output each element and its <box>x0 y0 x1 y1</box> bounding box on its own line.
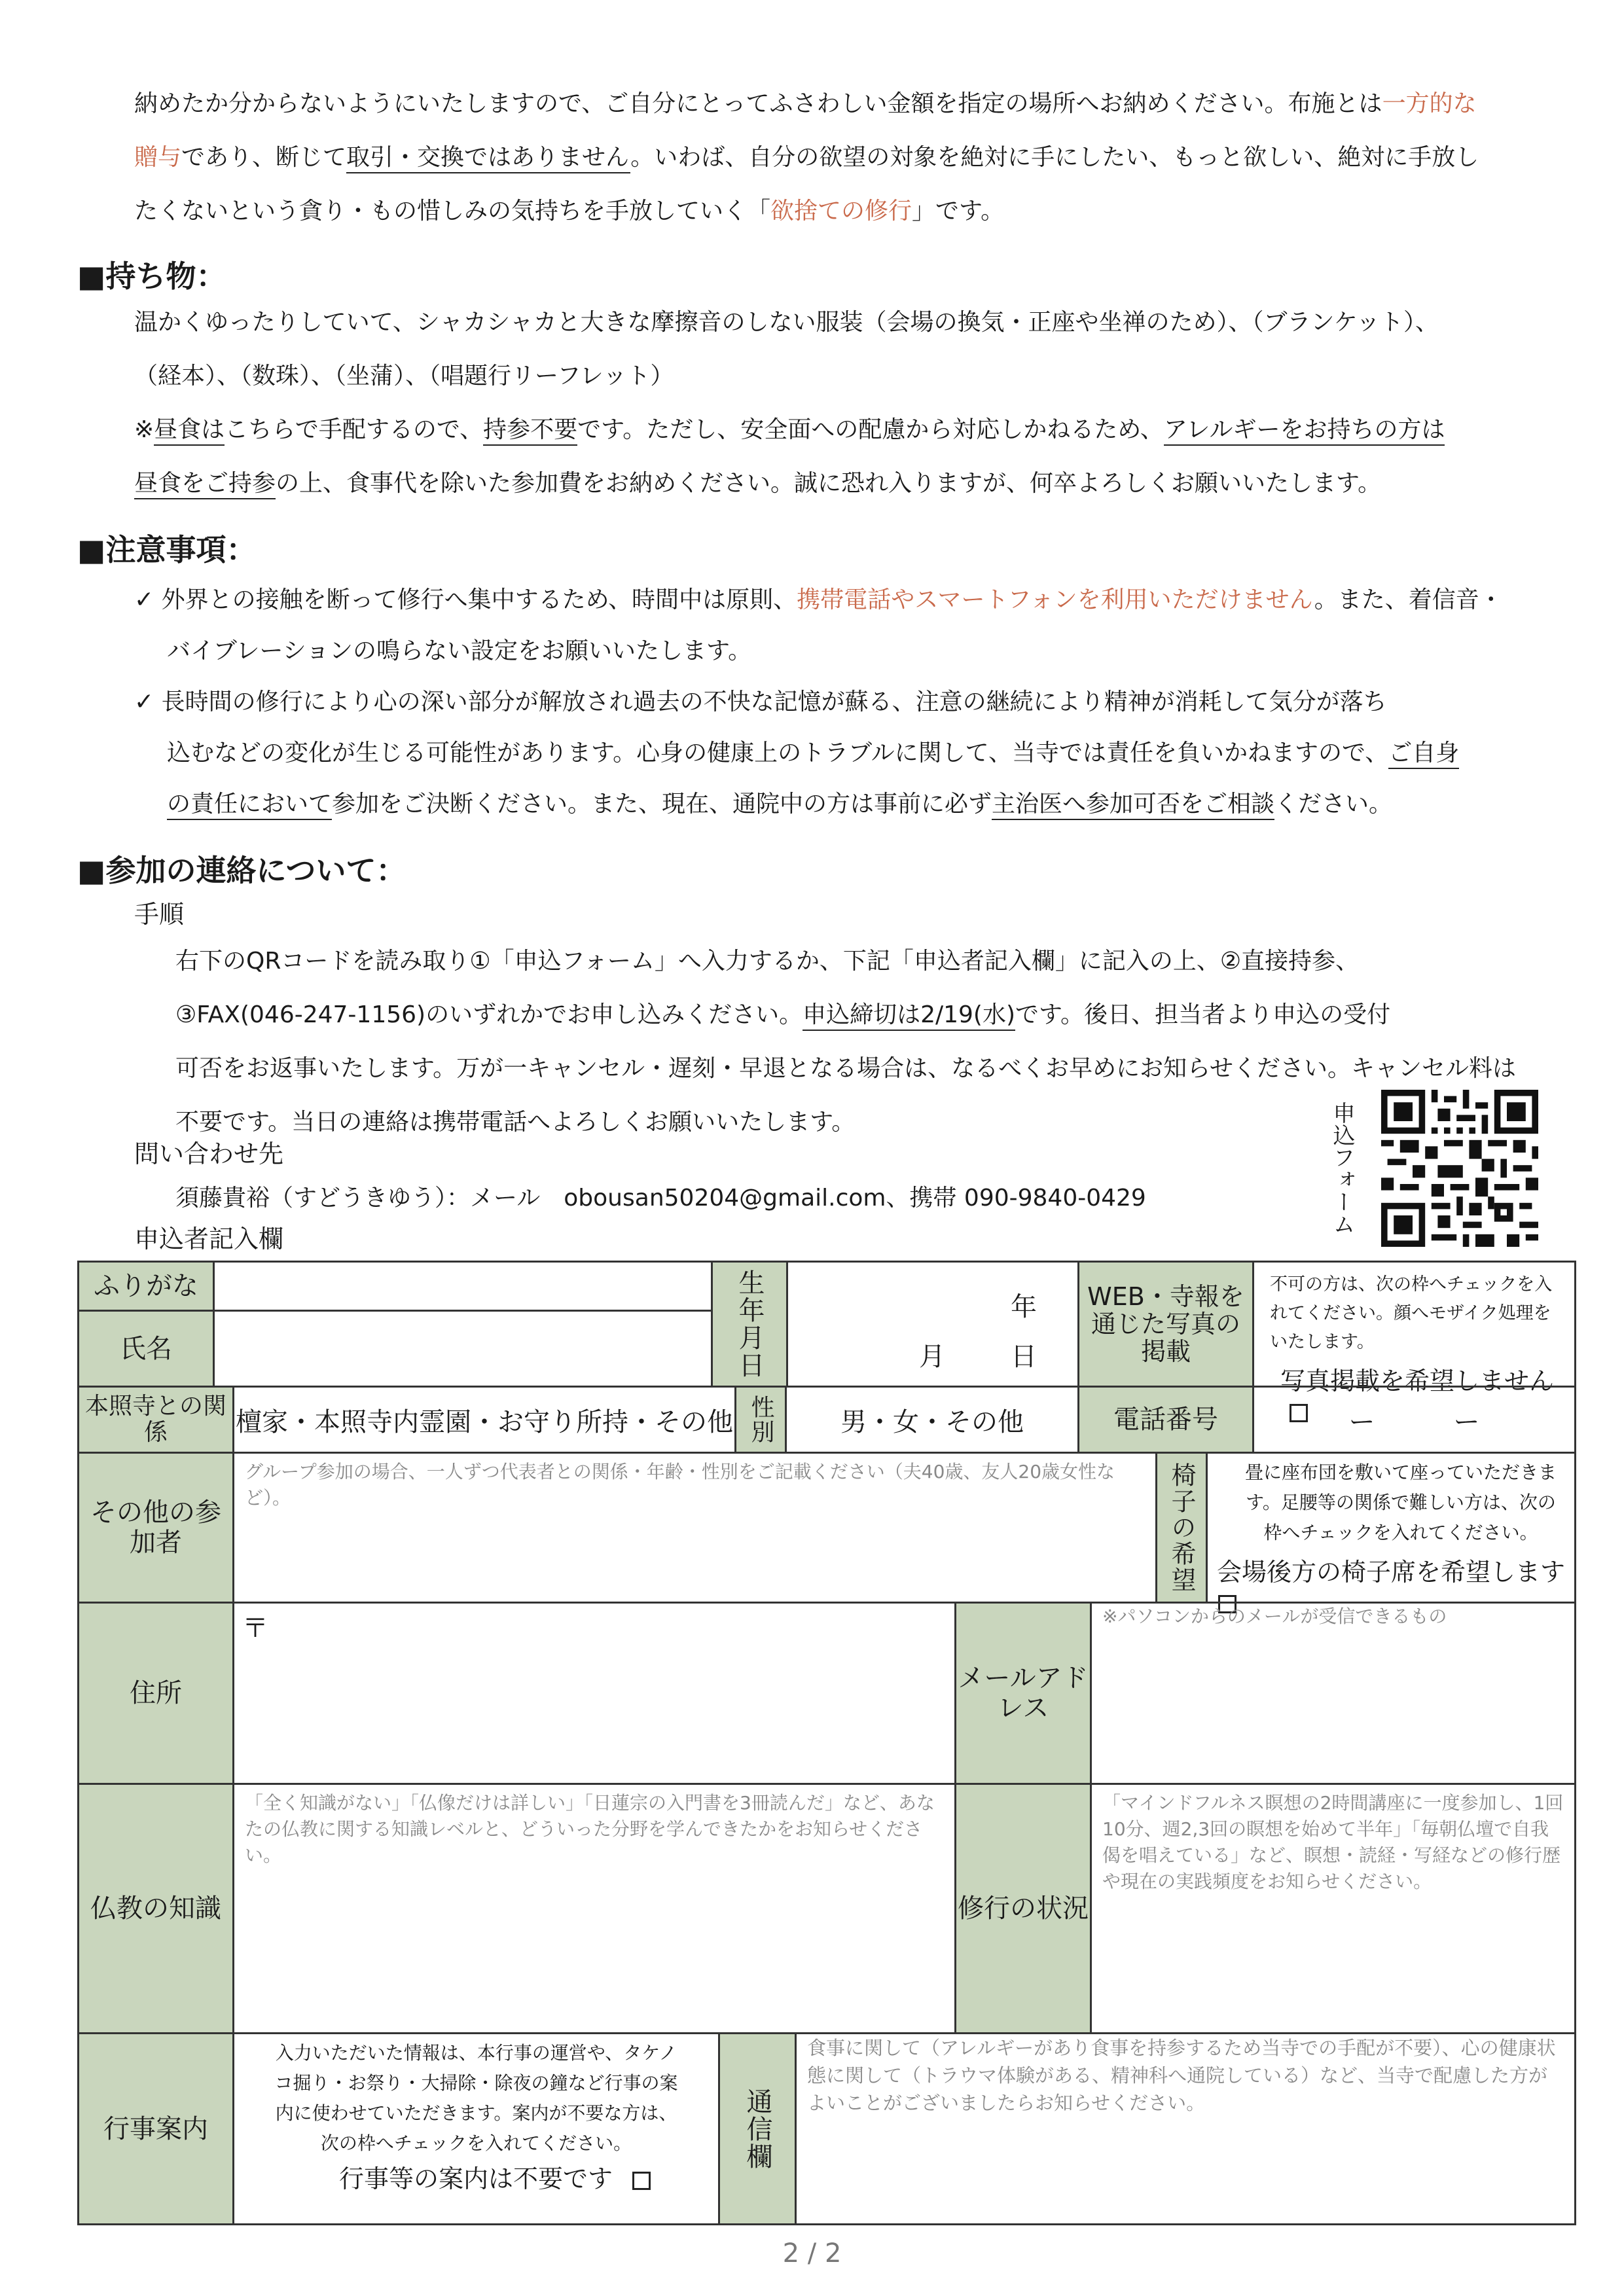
note-text: 参加をご決断ください。また、現在、通院中の方は事前に必ず <box>332 791 992 817</box>
year-label: 年 <box>1011 1292 1037 1322</box>
chair-label-text: 椅子の希望 <box>1167 1462 1196 1593</box>
qr-label: 申込フォーム <box>1329 1102 1355 1235</box>
check-icon: ✓ <box>134 586 154 613</box>
items-text: こちらで手配するので、 <box>225 416 484 443</box>
phone-label: 電話番号 <box>1077 1386 1254 1454</box>
photo-label: WEB・寺報を通じた写真の掲載 <box>1077 1261 1254 1388</box>
deadline-text: 申込締切は2/19(水) <box>803 1001 1015 1031</box>
chair-label <box>1155 1452 1208 1604</box>
comm-input[interactable] <box>795 2032 1576 2225</box>
sex-options[interactable]: 男・女・その他 <box>785 1386 1079 1454</box>
others-hint: グループ参加の場合、一人ずつ代表者との関係・年齢・性別をご記載ください（夫40歳、友人20歳女性など）。 <box>245 1461 1115 1509</box>
note-text: 込むなどの変化が生じる可能性があります。心身の健康上のトラブルに関して、当寺では責任を負いかねますので、 <box>167 740 1389 766</box>
mail-input[interactable] <box>1090 1602 1576 1785</box>
chair-option-label: 会場後方の椅子席を希望します <box>1217 1558 1566 1587</box>
event-cell <box>232 2032 720 2225</box>
others-label: その他の参加者 <box>77 1452 234 1604</box>
items-text: ※ <box>134 416 154 443</box>
items-line: 温かくゆったりしていて、シャカシャカと大きな摩擦音のしない服装（会場の換気・正座や坐禅のため）、（ブランケット）、 <box>134 309 1439 336</box>
relation-options[interactable]: 檀家・本照寺内霊園・お守り所持・その他 <box>232 1386 736 1454</box>
inquiry-text[interactable]: 須藤貴裕（すどうきゆう）：メール obousan50204@gmail.com、携帯 090-9840-0429 <box>175 1185 1146 1211</box>
items-text: の上、食事代を除いた参加費をお納めください。誠に恐れ入りますが、何卒よろしくお願いいたします。 <box>276 470 1382 497</box>
sex-label <box>734 1386 787 1454</box>
furigana-label: ふりがな <box>77 1261 215 1312</box>
intro-text: 。いわば、自分の欲望の対象を絶対に手にしたい、もっと欲しい、絶対に手放し <box>630 144 1479 171</box>
procedure-title: 手順 <box>134 900 185 929</box>
phone-input[interactable]: ー ー <box>1252 1386 1576 1454</box>
address-input[interactable] <box>232 1602 956 1785</box>
note-text: 外界との接触を断って修行へ集中するため、時間中は原則、 <box>161 586 797 613</box>
procedure-line: 右下のQRコードを読み取り①「申込フォーム」へ入力するか、下記「申込者記入欄」に記入の上、②直接持参、 <box>175 948 1360 975</box>
intro-text: 」です。 <box>912 198 1005 224</box>
postal-mark: 〒 <box>242 1613 268 1643</box>
procedure-text <box>175 935 1517 1149</box>
underlined-text: 昼食をご持参 <box>134 470 276 499</box>
check-icon: ✓ <box>134 689 154 715</box>
practice-label: 修行の状況 <box>954 1783 1092 2034</box>
buddhism-hint: 「全く知識がない」「仏像だけは詳しい」「日蓮宗の入門書を3冊読んだ」など、あなたの仏教に関する知識レベルと、どういった分野を学んできたかをお知らせください。 <box>245 1792 935 1866</box>
event-option-label: 行事等の案内は不要です <box>339 2164 613 2193</box>
items-text: です。ただし、安全面への配慮から対応しかねるため、 <box>577 416 1164 443</box>
procedure-line: 可否をお返事いたします。万が一キャンセル・遅刻・早退となる場合は、なるべくお早めにお知らせください。キャンセル料は <box>175 1055 1517 1082</box>
underlined-text: の責任において <box>167 791 332 820</box>
photo-note: 不可の方は、次の枠へチェックを入れてください。顔へモザイク処理をいたします。 <box>1270 1274 1553 1352</box>
sex-label-text: 性別 <box>748 1395 774 1444</box>
underlined-text: 持参不要 <box>483 416 577 446</box>
comm-hint: 食事に関して（アレルギーがあり食事を持参するため当寺での手配が不要）、心の健康状態に関して（トラウマ体験がある、精神科へ通院している）など、当寺で配慮した方がよいことがございましたらお知らせください。 <box>807 2037 1556 2114</box>
buddhism-input[interactable] <box>232 1783 956 2034</box>
practice-hint: 「マインドフルネス瞑想の2時間講座に一度参加し、1回10分、週2,3回の瞑想を始めて半年」「毎朝仏壇で自我偈を唱えている」など、瞑想・読経・写経などの修行歴や現在の実践頻度をお知らせください。 <box>1102 1792 1564 1892</box>
form-title: 申込者記入欄 <box>134 1225 284 1253</box>
procedure-line: です。後日、担当者より申込の受付 <box>1015 1001 1391 1028</box>
intro-paragraph <box>134 77 1542 238</box>
intro-text: 納めたか分からないようにいたしますので、ご自分にとってふさわしい金額を指定の場所へお納めください。布施とは <box>134 90 1382 117</box>
chair-cell <box>1206 1452 1576 1604</box>
furigana-input[interactable] <box>213 1261 713 1312</box>
procedure-line: ③FAX(046-247-1156)のいずれかでお申し込みください。 <box>175 1001 803 1028</box>
day-label: 日 <box>1011 1342 1037 1372</box>
items-line: （経本）、（数珠）、（坐蒲）、（唱題行リーフレット） <box>134 363 674 389</box>
event-label: 行事案内 <box>77 2032 234 2225</box>
note-text: バイブレーションの鳴らない設定をお願いいたします。 <box>167 637 752 664</box>
comm-label-text: 通信欄 <box>742 2087 772 2170</box>
underlined-text: 主治医へ参加可否をご相談 <box>992 791 1274 820</box>
birth-label-text: 生年月日 <box>734 1269 765 1379</box>
address-label: 住所 <box>77 1602 234 1785</box>
birth-input[interactable] <box>786 1261 1079 1388</box>
note-text: ください。 <box>1274 791 1393 817</box>
event-option[interactable] <box>234 2159 718 2195</box>
chair-note: 畳に座布団を敷いて座っていただきます。足腰等の関係で難しい方は、次の枠へチェックを入れてください。 <box>1244 1462 1557 1543</box>
month-label: 月 <box>919 1342 945 1372</box>
comm-label <box>718 2032 797 2225</box>
procedure-line: 不要です。当日の連絡は携帯電話へよろしくお願いいたします。 <box>175 1109 856 1136</box>
buddhism-label: 仏教の知識 <box>77 1783 234 2034</box>
relation-label: 本照寺との関係 <box>77 1386 234 1454</box>
underlined-text: ご自身 <box>1388 740 1459 769</box>
page-number: 2 / 2 <box>782 2238 842 2269</box>
inquiry-title: 問い合わせ先 <box>134 1139 284 1168</box>
underlined-text: 取引・交換ではありません <box>346 144 630 173</box>
name-label: 氏名 <box>77 1310 215 1388</box>
underlined-text: 昼食は <box>154 416 225 446</box>
birth-label <box>711 1261 788 1388</box>
qr-code-icon[interactable] <box>1381 1090 1538 1247</box>
notes-list <box>134 575 1574 830</box>
mail-label: メールアドレス <box>954 1602 1092 1785</box>
note-text: 長時間の修行により心の深い部分が解放され過去の不快な記憶が蘇る、注意の継続により精神が消耗して気分が落ち <box>161 689 1387 715</box>
items-heading: ■持ち物： <box>77 259 226 294</box>
photo-option-label: 写真掲載を希望しません <box>1280 1367 1555 1395</box>
highlight-text: 欲捨ての修行 <box>770 198 912 224</box>
event-note: 入力いただいた情報は、本行事の運営や、タケノコ掘り・お祭り・大掃除・除夜の鐘など行事の案内に使わせていただきます。案内が不要な方は、次の枠へチェックを入れてください。 <box>274 2042 678 2154</box>
intro-text: であり、断じて <box>181 144 347 171</box>
underlined-text: アレルギーをお持ちの方は <box>1164 416 1445 446</box>
application-form <box>77 1261 1576 2225</box>
highlight-text: 一方的な <box>1382 90 1477 117</box>
notes-heading: ■注意事項： <box>77 532 257 567</box>
note-text: 。また、着信音・ <box>1314 586 1503 613</box>
highlight-text: 贈与 <box>134 144 182 171</box>
event-checkbox[interactable] <box>632 2172 651 2190</box>
items-paragraph <box>134 296 1542 511</box>
others-input[interactable] <box>232 1452 1157 1604</box>
photo-cell <box>1252 1261 1576 1395</box>
mail-hint: ※パソコンからのメールが受信できるもの <box>1102 1605 1447 1627</box>
practice-input[interactable] <box>1090 1783 1576 2034</box>
contact-heading: ■参加の連絡について： <box>77 853 406 888</box>
intro-text: たくないという貪り・もの惜しみの気持ちを手放していく「 <box>134 198 771 224</box>
highlight-text: 携帯電話やスマートフォンを利用いただけません <box>797 586 1314 613</box>
name-input[interactable] <box>213 1310 713 1388</box>
